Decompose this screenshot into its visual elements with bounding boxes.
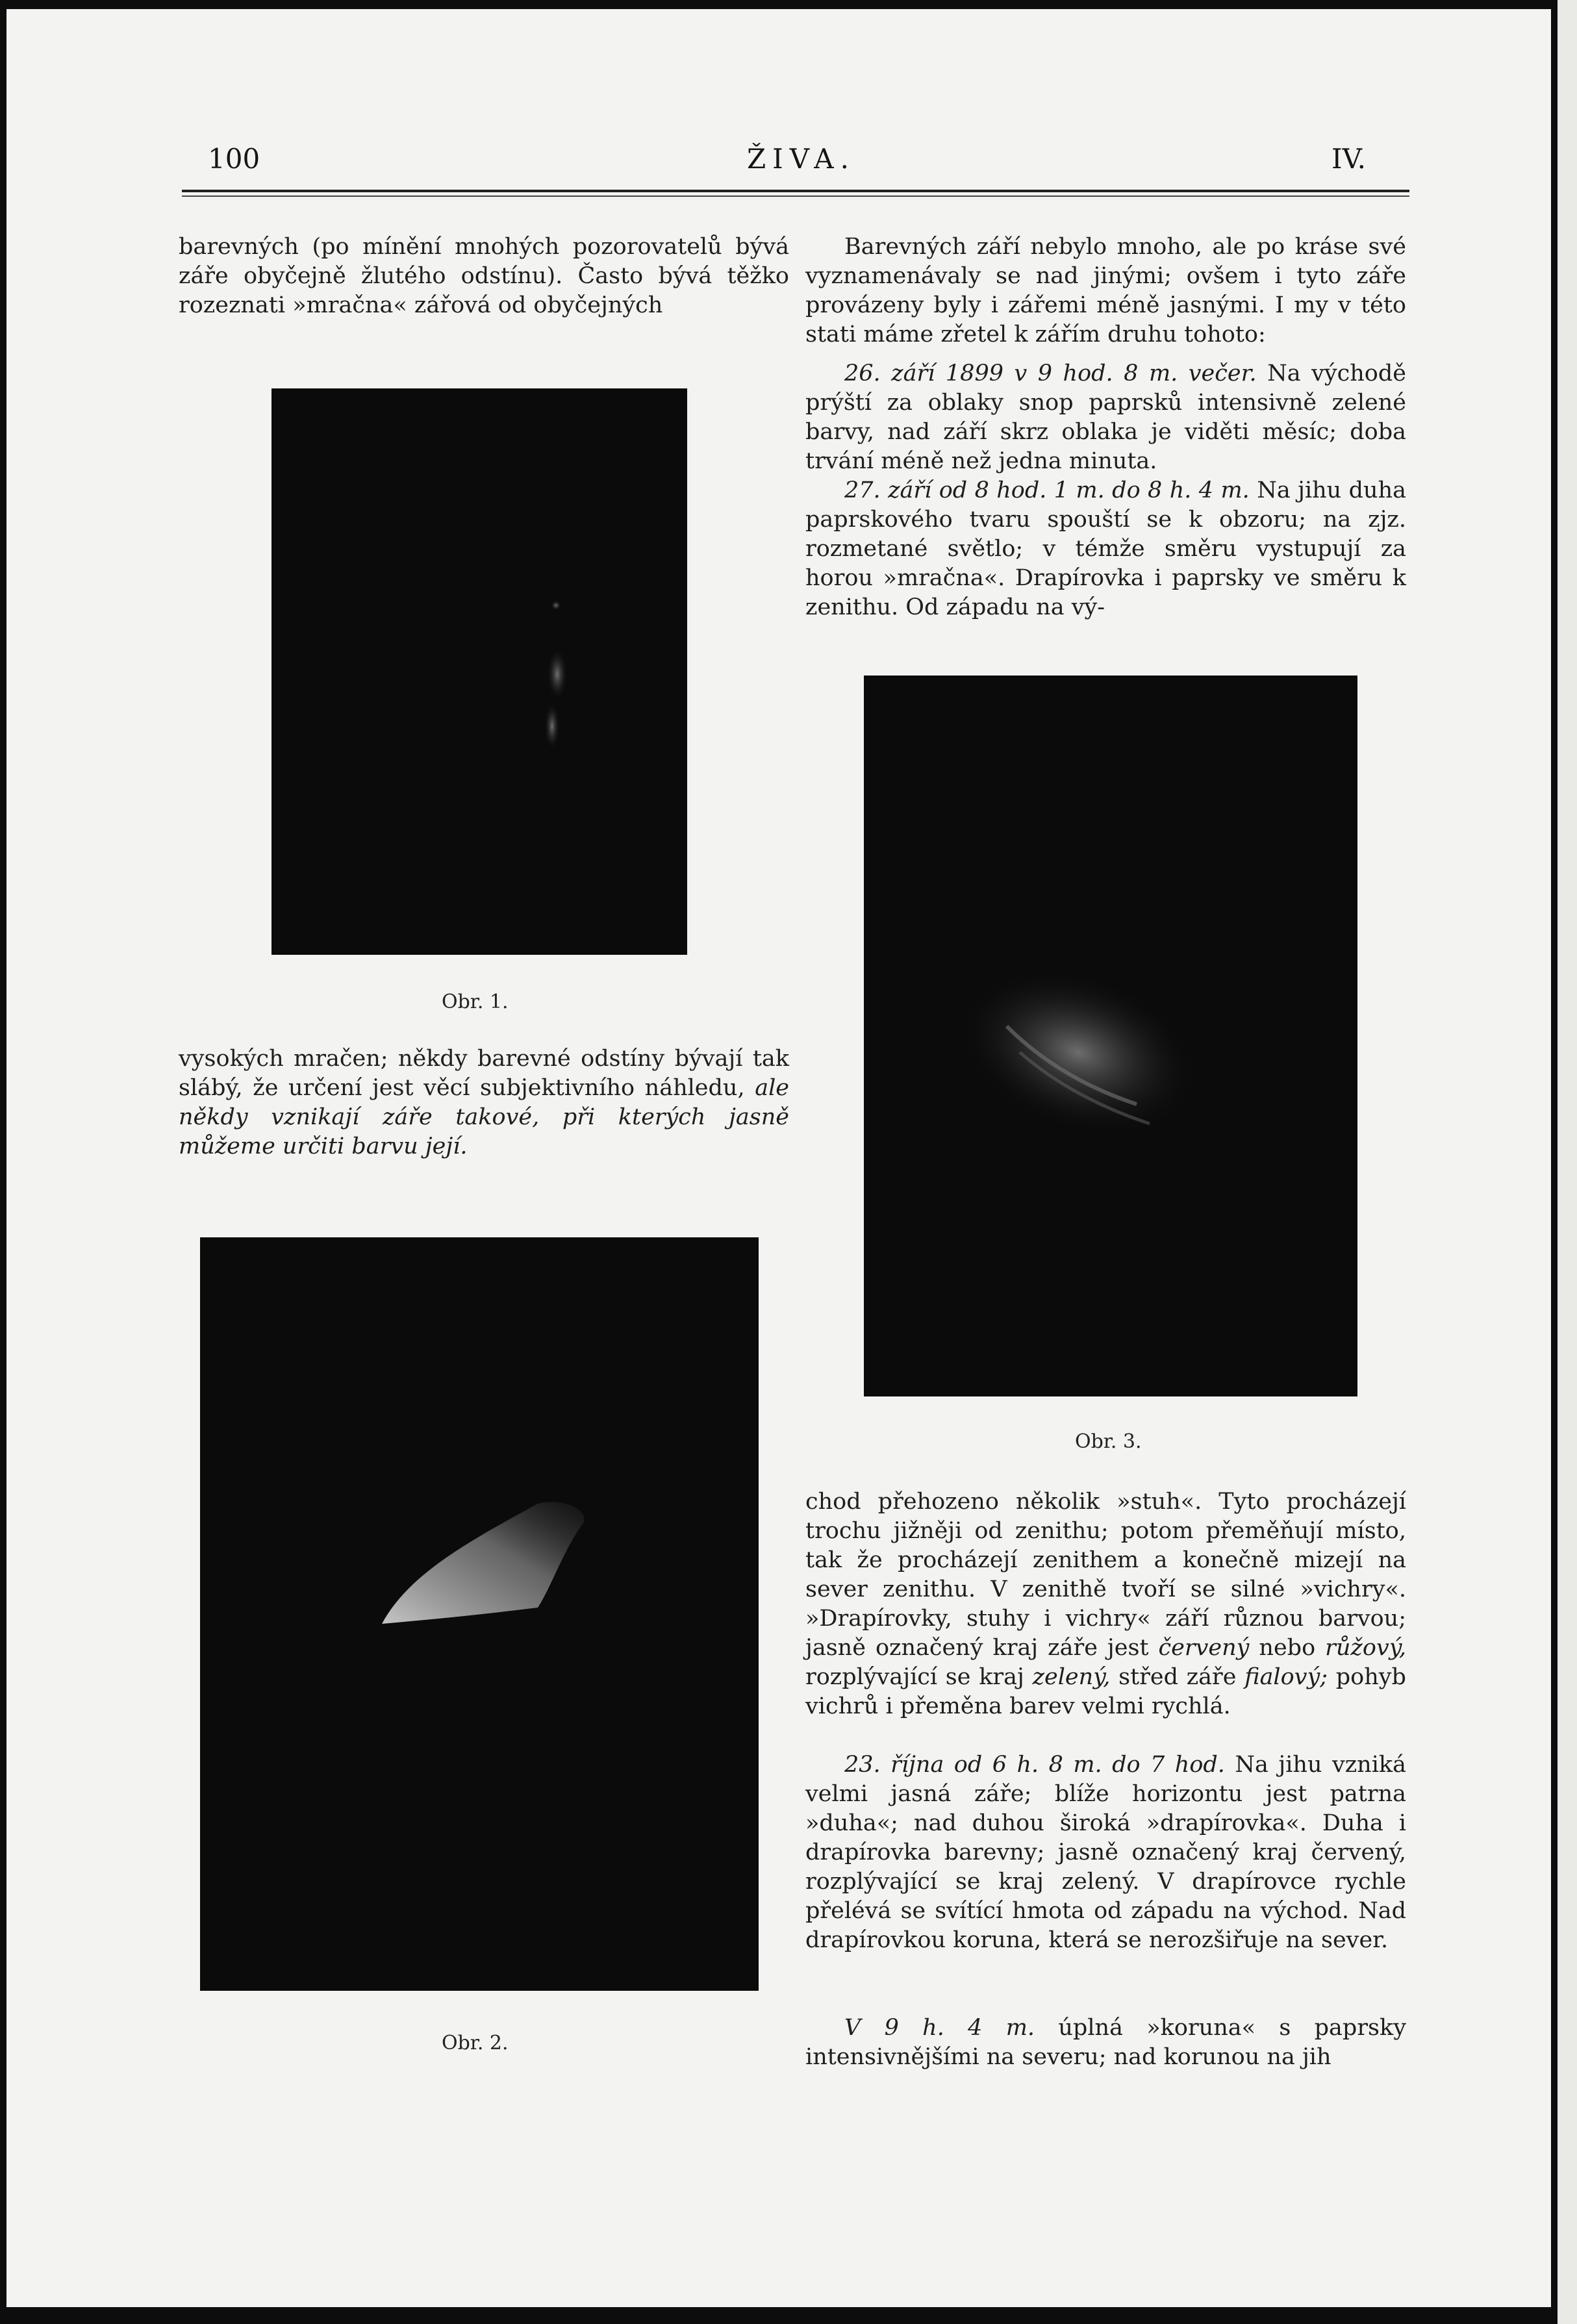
right-lower-paragraph [805,1487,1406,1721]
page-number: 100 [208,143,260,175]
phrase-center: střed záře [1118,1664,1237,1690]
entry-2-date: 27. září od 8 hod. 1 m. do 8 h. 4 m. [844,477,1250,503]
entry-4 [805,2014,1406,2072]
page-edge [1551,0,1577,2324]
left-middle-italic: ale někdy vznikají záře takové, při kterých jasně můžeme určiti barvu její. [179,1075,789,1159]
journal-title: ŽIVA. [747,143,855,175]
entry-2-text: Na jihu duha paprskového tvaru spouští se k obzoru; na zjz. rozmetané světlo; v témže směru vystupují za horou »mračna«. Drapírovka i paprsky ve směru k zenithu. Od západu na vý- [805,477,1406,620]
right-lower-text-a: chod přehozeno několik »stuh«. Tyto procházejí trochu jižněji od zenithu; potom přeměňují místo, tak že procházejí zenithem a konečně mizejí na sever zenithu. V zenithě tvoří se silné »vichry«. »Drapírovky, stuhy i vichry« září různou barvou; jasně označený kraj záře jest [805,1489,1406,1661]
color-pink-word: růžový, [1325,1635,1406,1661]
entry-1 [805,359,1406,476]
figure-1-photo [271,388,687,955]
color-green-word: zelený, [1032,1664,1111,1690]
entry-1-date: 26. září 1899 v 9 hod. 8 m. večer. [844,360,1257,386]
entry-3-date: 23. října od 6 h. 8 m. do 7 hod. [844,1752,1225,1778]
header-rule [182,190,1409,192]
color-violet-word: fialový; [1244,1664,1328,1690]
right-top-paragraph: Barevných září nebylo mnoho, ale po kráse své vyznamenávaly se nad jinými; ovšem i tyto záře provázeny byly i zářemi méně jasnými. I my v této stati máme zřetel k zářím druhu tohoto: [805,234,1406,347]
entry-4-date: V 9 h. 4 m. [844,2015,1035,2041]
header-rule-thin [182,196,1409,197]
phrase-dissolving: rozplývající se kraj [805,1664,1024,1690]
figure-3-photo [864,676,1357,1396]
volume-number: IV. [1331,143,1366,175]
color-red-word: červený [1158,1635,1250,1661]
left-middle-plain: vysokých mračen; někdy barevné odstíny bývají tak slábý, že určení jest věcí subjektivního náhledu, [179,1046,789,1101]
word-or: nebo [1259,1635,1316,1661]
phrase-end: pohyb vichrů i přeměna barev velmi rychlá. [805,1664,1406,1719]
entry-3 [805,1750,1406,1955]
figure-1-caption: Obr. 1. [442,991,509,1013]
figure-2-photo [200,1237,759,1991]
figure-3-caption: Obr. 3. [1075,1430,1142,1453]
entry-2 [805,476,1406,622]
entry-1-text: Na východě prýští za oblaky snop paprsků intensivně zelené barvy, nad září skrz oblaka je viděti měsíc; doba trvání méně než jedna minuta. [805,360,1406,474]
left-top-paragraph: barevných (po mínění mnohých pozorovatelů bývá záře obyčejně žlutého odstínu). Často bývá těžko rozeznati »mračna« zářová od obyčejných [179,234,789,318]
entry-4-text: úplná »koruna« s paprsky intensivnějšími na severu; nad korunou na jih [805,2015,1406,2070]
left-middle-paragraph [179,1044,789,1161]
entry-3-text: Na jihu vzniká velmi jasná záře; blíže horizontu jest patrna »duha«; nad duhou široká »drapírovka«. Duha i drapírovka barevny; jasně označený kraj červený, rozplývající se kraj zelený. V drapírovce rychle přelévá se svítící hmota od západu na východ. Nad drapírovkou koruna, která se nerozšiřuje na sever. [805,1752,1406,1953]
figure-2-caption: Obr. 2. [442,2032,509,2054]
